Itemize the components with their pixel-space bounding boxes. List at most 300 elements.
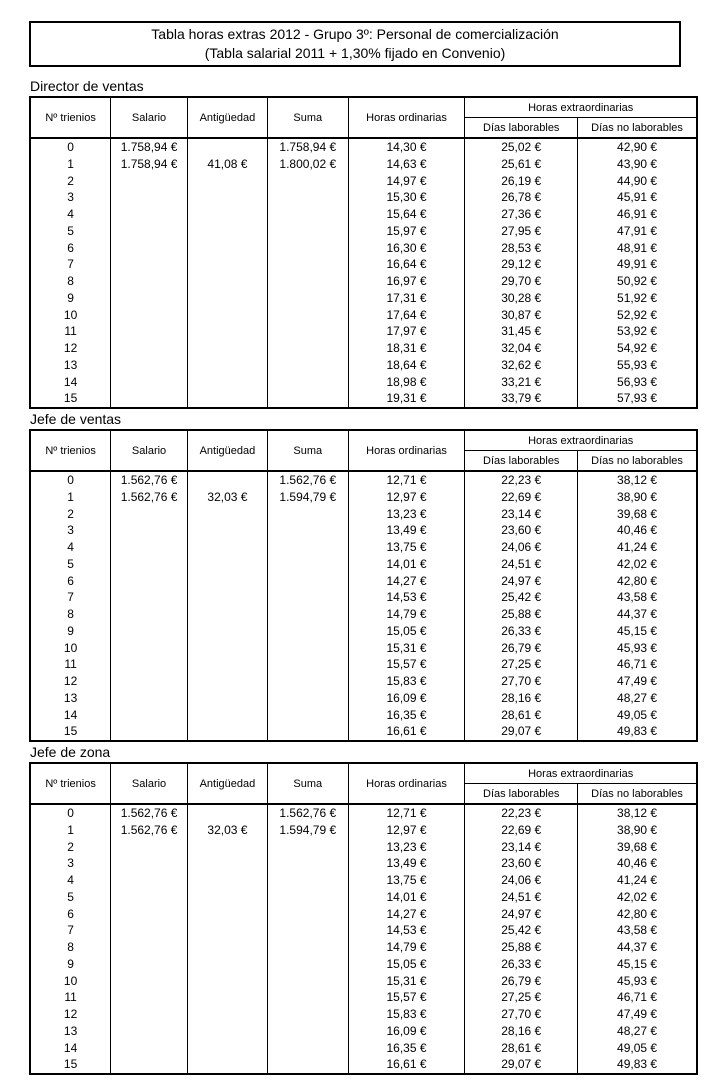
table-cell	[111, 273, 188, 290]
col-header-dias-no-laborables: Días no laborables	[578, 118, 697, 139]
table-cell: 6	[30, 573, 111, 590]
table-cell: 25,61 €	[465, 156, 578, 173]
table-cell: 27,25 €	[465, 989, 578, 1006]
table-header	[30, 763, 697, 804]
table-cell	[187, 973, 267, 990]
table-cell	[267, 307, 348, 324]
table-cell: 56,93 €	[578, 374, 697, 391]
table-cell: 38,12 €	[578, 804, 697, 822]
table-cell: 11	[30, 989, 111, 1006]
table-cell: 14,01 €	[348, 556, 465, 573]
table-cell	[111, 956, 188, 973]
table-cell: 1.758,94 €	[267, 138, 348, 156]
table-cell: 24,97 €	[465, 573, 578, 590]
table-cell: 25,88 €	[465, 606, 578, 623]
table-row	[30, 804, 697, 822]
table-cell: 1.800,02 €	[267, 156, 348, 173]
table-row	[30, 839, 697, 856]
table-cell: 9	[30, 623, 111, 640]
table-cell: 26,19 €	[465, 173, 578, 190]
table-cell	[187, 138, 267, 156]
table-cell: 17,31 €	[348, 290, 465, 307]
table-cell	[111, 556, 188, 573]
table-cell: 15,83 €	[348, 673, 465, 690]
title-box	[29, 21, 681, 67]
table-cell	[267, 323, 348, 340]
table-cell	[267, 256, 348, 273]
table-cell: 4	[30, 872, 111, 889]
table-cell: 57,93 €	[578, 390, 697, 408]
table-row	[30, 1023, 697, 1040]
table-cell	[187, 956, 267, 973]
table-cell: 1.594,79 €	[267, 489, 348, 506]
table-cell: 41,24 €	[578, 539, 697, 556]
table-cell: 3	[30, 855, 111, 872]
table-row	[30, 606, 697, 623]
table-cell: 49,05 €	[578, 1040, 697, 1057]
table-cell: 33,79 €	[465, 390, 578, 408]
table-cell: 1.562,76 €	[267, 471, 348, 489]
table-cell: 26,79 €	[465, 973, 578, 990]
table-cell: 30,28 €	[465, 290, 578, 307]
table-cell: 17,64 €	[348, 307, 465, 324]
table-cell	[187, 390, 267, 408]
table-cell: 49,83 €	[578, 1056, 697, 1074]
table-row	[30, 156, 697, 173]
table-cell: 15,57 €	[348, 989, 465, 1006]
table-cell: 28,16 €	[465, 1023, 578, 1040]
table-cell: 14,53 €	[348, 922, 465, 939]
table-cell	[187, 839, 267, 856]
table-cell: 48,27 €	[578, 1023, 697, 1040]
table-cell: 47,91 €	[578, 223, 697, 240]
table-cell: 22,23 €	[465, 471, 578, 489]
table-cell: 15,31 €	[348, 973, 465, 990]
table-cell: 53,92 €	[578, 323, 697, 340]
table-cell: 22,69 €	[465, 822, 578, 839]
table-cell: 26,79 €	[465, 640, 578, 657]
table-cell: 14,01 €	[348, 889, 465, 906]
table-cell	[111, 1006, 188, 1023]
table-cell	[267, 522, 348, 539]
table-cell: 3	[30, 189, 111, 206]
col-header-horas-ordinarias: Horas ordinarias	[348, 430, 465, 471]
table-cell	[267, 640, 348, 657]
table-cell	[111, 690, 188, 707]
table-row	[30, 256, 697, 273]
table-cell: 49,83 €	[578, 723, 697, 741]
table-cell	[267, 906, 348, 923]
table-cell: 38,12 €	[578, 471, 697, 489]
table-cell: 14,27 €	[348, 906, 465, 923]
table-cell	[267, 573, 348, 590]
table-row	[30, 506, 697, 523]
table-cell: 11	[30, 323, 111, 340]
col-header-trienios: Nº trienios	[30, 763, 111, 804]
table-cell: 5	[30, 889, 111, 906]
table-cell: 29,12 €	[465, 256, 578, 273]
table-cell: 45,93 €	[578, 973, 697, 990]
table-cell	[111, 307, 188, 324]
table-cell: 30,87 €	[465, 307, 578, 324]
table-cell	[187, 989, 267, 1006]
col-header-dias-laborables: Días laborables	[465, 118, 578, 139]
document-title: Tabla horas extras 2012 - Grupo 3º: Personal de comercialización	[151, 26, 559, 42]
table-cell	[267, 223, 348, 240]
table-cell	[187, 471, 267, 489]
table-cell: 2	[30, 506, 111, 523]
table-cell: 15,97 €	[348, 223, 465, 240]
table-cell: 9	[30, 290, 111, 307]
table-cell: 23,60 €	[465, 855, 578, 872]
table-cell: 27,70 €	[465, 673, 578, 690]
table-cell	[111, 606, 188, 623]
table-cell	[187, 690, 267, 707]
table-cell	[267, 1006, 348, 1023]
table-cell: 43,58 €	[578, 589, 697, 606]
table-cell: 45,15 €	[578, 623, 697, 640]
table-cell	[187, 307, 267, 324]
table-row	[30, 1040, 697, 1057]
table-cell	[187, 922, 267, 939]
table-cell: 1.594,79 €	[267, 822, 348, 839]
table-cell	[111, 872, 188, 889]
col-header-horas-ordinarias: Horas ordinarias	[348, 763, 465, 804]
table-cell: 2	[30, 173, 111, 190]
table-cell	[267, 374, 348, 391]
table-cell: 16,35 €	[348, 707, 465, 724]
table-cell	[267, 173, 348, 190]
table-cell: 13,75 €	[348, 539, 465, 556]
table-cell: 13,75 €	[348, 872, 465, 889]
table-cell: 25,42 €	[465, 922, 578, 939]
col-header-suma: Suma	[267, 97, 348, 138]
table-cell: 29,70 €	[465, 273, 578, 290]
table-cell	[267, 390, 348, 408]
table-cell	[187, 1056, 267, 1074]
col-header-horas-extraordinarias: Horas extraordinarias	[465, 763, 697, 784]
table-cell: 15,31 €	[348, 640, 465, 657]
table-cell	[187, 906, 267, 923]
table-cell: 1.758,94 €	[111, 138, 188, 156]
table-cell: 18,98 €	[348, 374, 465, 391]
table-cell	[187, 556, 267, 573]
table-cell: 15,05 €	[348, 623, 465, 640]
table-cell: 27,36 €	[465, 206, 578, 223]
table-cell: 14	[30, 374, 111, 391]
table-cell	[187, 256, 267, 273]
table-cell	[187, 606, 267, 623]
table-cell: 7	[30, 922, 111, 939]
table-cell	[267, 357, 348, 374]
table-row	[30, 673, 697, 690]
table-row	[30, 906, 697, 923]
table-row	[30, 707, 697, 724]
table-cell: 45,91 €	[578, 189, 697, 206]
table-cell	[187, 872, 267, 889]
table-cell	[187, 1006, 267, 1023]
table-cell	[267, 273, 348, 290]
table-cell: 23,14 €	[465, 839, 578, 856]
table-cell	[111, 357, 188, 374]
table-cell	[111, 922, 188, 939]
table-cell: 28,53 €	[465, 240, 578, 257]
table-cell: 14	[30, 707, 111, 724]
table-cell: 27,70 €	[465, 1006, 578, 1023]
table-cell	[267, 1056, 348, 1074]
table-cell: 16,64 €	[348, 256, 465, 273]
col-header-trienios: Nº trienios	[30, 97, 111, 138]
table-row	[30, 273, 697, 290]
table-cell	[187, 656, 267, 673]
table-cell: 31,45 €	[465, 323, 578, 340]
table-cell	[267, 889, 348, 906]
table-cell: 47,49 €	[578, 1006, 697, 1023]
table-cell	[111, 323, 188, 340]
table-cell: 24,06 €	[465, 539, 578, 556]
table-cell	[187, 240, 267, 257]
table-row	[30, 323, 697, 340]
table-cell: 23,60 €	[465, 522, 578, 539]
table-cell	[187, 522, 267, 539]
table-cell: 40,46 €	[578, 855, 697, 872]
table-cell	[267, 855, 348, 872]
table-cell: 42,90 €	[578, 138, 697, 156]
table-row	[30, 307, 697, 324]
table-cell: 46,71 €	[578, 656, 697, 673]
table-row	[30, 1006, 697, 1023]
table-cell	[267, 539, 348, 556]
table-cell: 5	[30, 223, 111, 240]
table-cell: 15	[30, 1056, 111, 1074]
table-cell: 26,33 €	[465, 956, 578, 973]
table-cell: 4	[30, 206, 111, 223]
table-cell	[187, 855, 267, 872]
col-header-suma: Suma	[267, 430, 348, 471]
table-cell: 39,68 €	[578, 506, 697, 523]
table-cell	[267, 589, 348, 606]
table-row	[30, 872, 697, 889]
table-cell	[267, 556, 348, 573]
table-cell	[267, 290, 348, 307]
table-cell: 18,31 €	[348, 340, 465, 357]
table-cell: 14	[30, 1040, 111, 1057]
table-row	[30, 240, 697, 257]
table-cell: 16,61 €	[348, 723, 465, 741]
table-cell	[111, 889, 188, 906]
table-cell: 48,27 €	[578, 690, 697, 707]
table-jefe-de-zona	[29, 762, 698, 1075]
table-cell: 13,49 €	[348, 522, 465, 539]
table-cell	[187, 323, 267, 340]
table-cell: 5	[30, 556, 111, 573]
table-cell: 16,09 €	[348, 690, 465, 707]
table-row	[30, 973, 697, 990]
table-cell: 8	[30, 606, 111, 623]
table-director-de-ventas	[29, 96, 698, 409]
col-header-antiguedad: Antigüedad	[187, 763, 267, 804]
table-row	[30, 522, 697, 539]
table-cell: 12,97 €	[348, 489, 465, 506]
table-cell: 0	[30, 804, 111, 822]
table-cell: 15,05 €	[348, 956, 465, 973]
table-cell: 41,24 €	[578, 872, 697, 889]
table-cell: 14,97 €	[348, 173, 465, 190]
table-cell: 11	[30, 656, 111, 673]
table-cell	[111, 223, 188, 240]
table-row	[30, 623, 697, 640]
table-cell	[187, 673, 267, 690]
table-cell: 14,53 €	[348, 589, 465, 606]
section-title-jefe-de-ventas: Jefe de ventas	[30, 411, 122, 427]
table-cell: 6	[30, 906, 111, 923]
table-cell	[187, 804, 267, 822]
table-row	[30, 471, 697, 489]
table-cell: 55,93 €	[578, 357, 697, 374]
table-cell: 26,78 €	[465, 189, 578, 206]
table-cell	[111, 1056, 188, 1074]
table-row	[30, 223, 697, 240]
table-cell: 42,02 €	[578, 889, 697, 906]
table-cell	[187, 573, 267, 590]
table-cell	[187, 506, 267, 523]
table-cell: 8	[30, 273, 111, 290]
table-cell	[267, 690, 348, 707]
table-cell	[111, 906, 188, 923]
table-cell	[187, 1040, 267, 1057]
table-cell: 42,80 €	[578, 573, 697, 590]
table-cell: 15,83 €	[348, 1006, 465, 1023]
table-cell	[111, 189, 188, 206]
col-header-dias-no-laborables: Días no laborables	[578, 784, 697, 805]
table-cell: 10	[30, 973, 111, 990]
table-cell: 12,97 €	[348, 822, 465, 839]
table-jefe-de-ventas	[29, 429, 698, 742]
section-title-director-de-ventas: Director de ventas	[30, 78, 144, 94]
table-cell	[187, 640, 267, 657]
table-cell: 24,97 €	[465, 906, 578, 923]
col-header-antiguedad: Antigüedad	[187, 97, 267, 138]
table-cell: 22,69 €	[465, 489, 578, 506]
table-cell	[267, 240, 348, 257]
table-cell: 24,06 €	[465, 872, 578, 889]
table-cell: 42,02 €	[578, 556, 697, 573]
table-cell: 1.562,76 €	[267, 804, 348, 822]
table-cell: 25,88 €	[465, 939, 578, 956]
table-cell	[187, 623, 267, 640]
table-cell	[111, 573, 188, 590]
table-cell: 44,90 €	[578, 173, 697, 190]
table-cell	[187, 539, 267, 556]
table-cell: 10	[30, 307, 111, 324]
table-cell: 49,05 €	[578, 707, 697, 724]
table-cell: 12,71 €	[348, 804, 465, 822]
col-header-horas-extraordinarias: Horas extraordinarias	[465, 430, 697, 451]
table-cell	[111, 707, 188, 724]
table-cell: 13	[30, 1023, 111, 1040]
table-cell: 14,79 €	[348, 606, 465, 623]
table-cell	[267, 1040, 348, 1057]
table-cell: 12,71 €	[348, 471, 465, 489]
table-cell: 46,91 €	[578, 206, 697, 223]
table-cell: 27,25 €	[465, 656, 578, 673]
table-cell	[187, 173, 267, 190]
table-cell: 7	[30, 256, 111, 273]
table-row	[30, 1056, 697, 1074]
table-cell: 15,57 €	[348, 656, 465, 673]
table-cell: 54,92 €	[578, 340, 697, 357]
table-row	[30, 290, 697, 307]
table-cell: 4	[30, 539, 111, 556]
table-cell	[187, 206, 267, 223]
table-cell	[267, 707, 348, 724]
table-cell: 26,33 €	[465, 623, 578, 640]
table-cell	[111, 640, 188, 657]
table-cell: 16,35 €	[348, 1040, 465, 1057]
section-jefe-de-zona	[29, 744, 699, 1075]
table-cell	[267, 1023, 348, 1040]
table-row	[30, 573, 697, 590]
table-cell: 24,51 €	[465, 556, 578, 573]
table-row	[30, 138, 697, 156]
table-row	[30, 589, 697, 606]
table-cell: 14,79 €	[348, 939, 465, 956]
table-cell: 32,62 €	[465, 357, 578, 374]
table-row	[30, 822, 697, 839]
table-cell	[187, 589, 267, 606]
table-header	[30, 97, 697, 138]
table-cell	[111, 390, 188, 408]
col-header-salario: Salario	[111, 430, 188, 471]
table-cell	[267, 922, 348, 939]
table-cell: 45,93 €	[578, 640, 697, 657]
table-cell	[111, 623, 188, 640]
table-row	[30, 640, 697, 657]
col-header-dias-laborables: Días laborables	[465, 451, 578, 472]
table-cell: 28,61 €	[465, 1040, 578, 1057]
table-cell	[267, 839, 348, 856]
table-row	[30, 889, 697, 906]
table-cell: 45,15 €	[578, 956, 697, 973]
col-header-antiguedad: Antigüedad	[187, 430, 267, 471]
table-cell	[187, 707, 267, 724]
table-cell: 1.758,94 €	[111, 156, 188, 173]
table-cell: 14,63 €	[348, 156, 465, 173]
table-cell: 43,58 €	[578, 922, 697, 939]
table-cell	[267, 206, 348, 223]
table-cell: 3	[30, 522, 111, 539]
table-cell	[187, 939, 267, 956]
table-cell	[267, 673, 348, 690]
table-cell: 15,64 €	[348, 206, 465, 223]
table-cell	[111, 673, 188, 690]
document-subtitle: (Tabla salarial 2011 + 1,30% fijado en Convenio)	[204, 45, 506, 61]
table-cell: 1.562,76 €	[111, 471, 188, 489]
col-header-trienios: Nº trienios	[30, 430, 111, 471]
table-cell: 40,46 €	[578, 522, 697, 539]
table-cell	[267, 989, 348, 1006]
table-row	[30, 922, 697, 939]
col-header-horas-ordinarias: Horas ordinarias	[348, 97, 465, 138]
table-cell: 0	[30, 471, 111, 489]
table-cell: 32,03 €	[187, 489, 267, 506]
table-cell: 50,92 €	[578, 273, 697, 290]
table-cell: 13	[30, 357, 111, 374]
table-cell	[267, 623, 348, 640]
table-cell	[111, 973, 188, 990]
table-cell	[187, 273, 267, 290]
col-header-salario: Salario	[111, 763, 188, 804]
